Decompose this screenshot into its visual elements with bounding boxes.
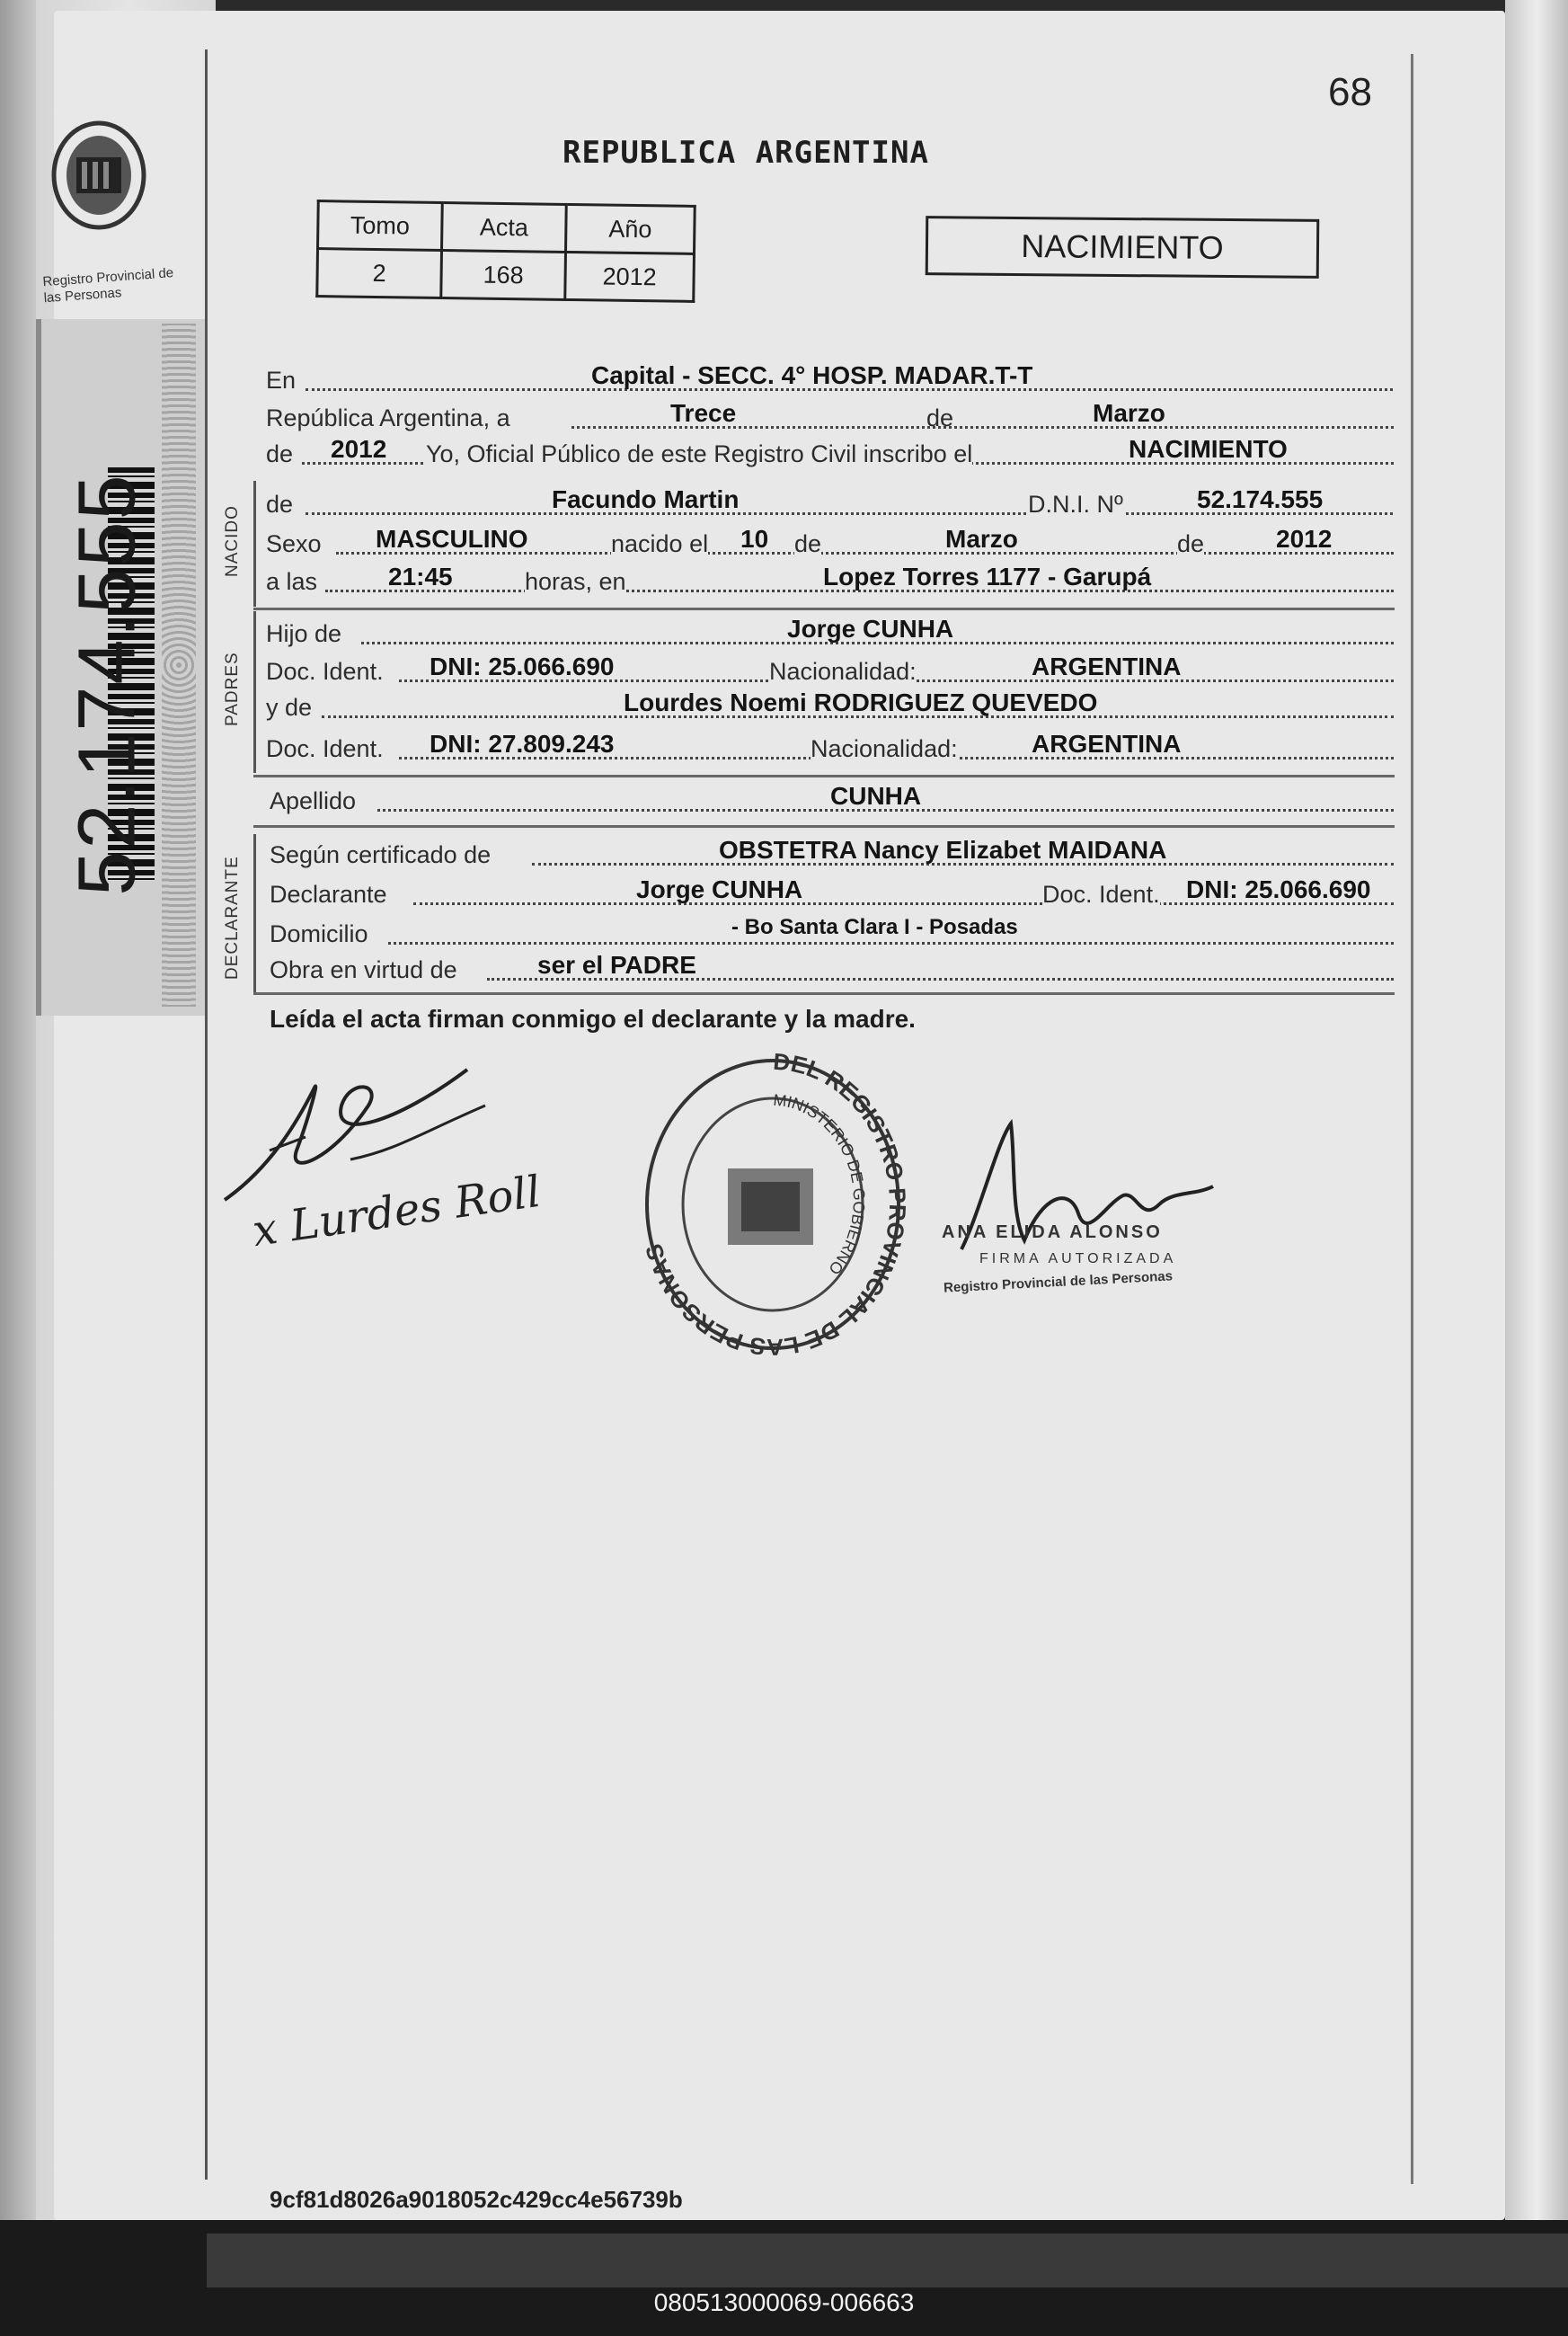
section-separator [253,608,1395,610]
value-time: 21:45 [388,563,453,591]
dotted-line [388,942,1394,945]
bottom-strip-inner [207,2234,1568,2287]
section-separator [253,775,1395,777]
row-oficial [266,435,1394,471]
row-hijo-de [266,615,1394,651]
official-stamp-icon [629,1034,917,1357]
value-child-name: Facundo Martin [552,485,740,513]
table-header-tomo: Tomo [318,201,443,251]
record-type-box: NACIMIENTO [926,216,1320,279]
label-nacionalidad: Nacionalidad: [769,658,917,685]
label-doc-ident: Doc. Ident. [266,735,384,762]
row-obra [266,951,1394,987]
table-value-acta: 168 [441,251,566,300]
section-separator [253,825,1395,828]
declarante-section-bar [253,834,256,992]
book-binding-edge [0,0,36,2220]
table-value-tomo: 2 [317,249,442,298]
stamp-inner-text: MINISTERIO DE GOBIERNO [772,1090,869,1279]
file-id: 080513000069-006663 [653,2288,915,2316]
row-domicilio [266,915,1394,951]
label-y-de: y de [266,694,313,721]
registry-label: Registro Provincial de las Personas [41,265,174,306]
value-domicilio: - Bo Santa Clara I - Posadas [731,915,1018,939]
label-oficial: Yo, Oficial Público de este Registro Civil inscribo el [426,440,973,467]
label-a-las: a las [266,568,318,595]
label-sexo: Sexo [266,530,322,557]
nacido-section-bar [253,481,256,607]
label-apellido: Apellido [270,787,357,814]
section-label-nacido: NACIDO [223,505,242,577]
row-mother-doc [266,730,1394,766]
stamp-outer-text: DEL REGISTRO PROVINCIAL DE LAS PERSONAS [640,1047,912,1357]
value-declarante: Jorge CUNHA [636,875,803,903]
section-separator [253,992,1395,995]
row-certificado [266,836,1394,872]
table-header-acta: Acta [442,203,567,253]
row-en [266,361,1394,397]
table-header-ano: Año [565,204,695,253]
value-location: Capital - SECC. 4° HOSP. MADAR.T-T [591,361,1033,389]
label-republica: República Argentina, a [266,404,510,431]
value-birth-month: Marzo [945,525,1018,553]
value-father-doc: DNI: 25.066.690 [430,653,615,680]
signer-organization: Registro Provincial de las Personas [943,1268,1174,1296]
row-republica [266,399,1394,435]
value-certificado: OBSTETRA Nancy Elizabet MAIDANA [719,836,1167,864]
value-year: 2012 [331,435,387,463]
value-mother-doc: DNI: 27.809.243 [430,730,615,758]
value-child-dni: 52.174.555 [1197,485,1324,513]
value-declarante-doc: DNI: 25.066.690 [1186,875,1371,903]
value-father-name: Jorge CUNHA [787,615,954,643]
label-en: En [266,367,297,394]
table-value-ano: 2012 [565,252,695,301]
value-day: Trece [670,399,737,427]
value-obra: ser el PADRE [537,951,696,979]
padres-section-bar [253,611,256,773]
value-month: Marzo [1093,399,1165,427]
signer-role: FIRMA AUTORIZADA [979,1251,1177,1266]
security-pattern [162,324,196,1007]
book-right-pages [1505,0,1568,2265]
closing-statement: Leída el acta firman conmigo el declarante y la madre. [270,1005,916,1033]
label-de: de [926,404,954,431]
label-obra: Obra en virtud de [270,956,457,983]
value-sexo: MASCULINO [376,525,528,553]
value-mother-nationality: ARGENTINA [1032,730,1182,758]
value-birth-year: 2012 [1276,525,1333,553]
barcode-number: 52.174.555 [62,473,153,896]
label-de: de [266,491,294,518]
tomo-acta-ano-table [315,200,695,303]
row-father-doc [266,653,1394,688]
country-title: REPUBLICA ARGENTINA [563,135,929,171]
label-dni: D.N.I. Nº [1028,491,1123,518]
label-certificado: Según certificado de [270,841,492,868]
registry-seal-icon [49,117,148,234]
label-doc-ident: Doc. Ident. [266,658,384,685]
row-nacido-name [266,485,1394,521]
label-de: de [794,530,822,557]
page-frame-left-line [205,49,208,2180]
value-birth-place: Lopez Torres 1177 - Garupá [823,563,1152,591]
row-a-las [266,563,1394,599]
row-sexo [266,525,1394,561]
section-label-padres: PADRES [223,652,242,726]
label-hijo-de: Hijo de [266,620,342,647]
label-domicilio: Domicilio [270,920,368,947]
label-de: de [1177,530,1205,557]
label-year-de: de [266,440,294,467]
label-doc-ident: Doc. Ident. [1042,881,1160,908]
label-nacionalidad: Nacionalidad: [811,735,958,762]
value-birth-day: 10 [740,525,769,553]
page-frame-right-line [1411,54,1413,2184]
label-horas: horas, en [525,568,626,595]
value-mother-name: Lourdes Noemi RODRIGUEZ QUEVEDO [624,688,1098,716]
row-apellido [266,782,1394,818]
page-number: 68 [1328,70,1372,114]
value-inscribe: NACIMIENTO [1129,435,1288,463]
value-apellido: CUNHA [830,782,922,810]
row-y-de [266,688,1394,724]
row-declarante [266,875,1394,911]
label-declarante: Declarante [270,881,387,908]
value-father-nationality: ARGENTINA [1032,653,1182,680]
section-label-declarante: DECLARANTE [223,856,242,980]
signer-name: ANA ELIDA ALONSO [942,1222,1163,1242]
mother-signature: x Lurdes Roll [249,1166,545,1257]
document-hash: 9cf81d8026a9018052c429cc4e56739b [270,2186,683,2213]
label-nacido-el: nacido el [611,530,709,557]
